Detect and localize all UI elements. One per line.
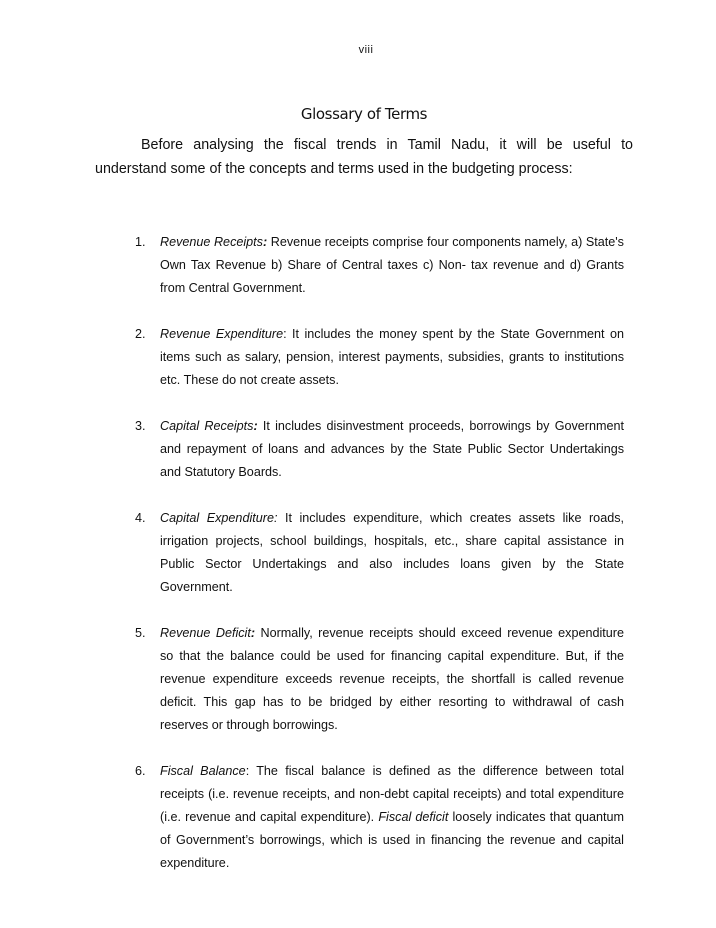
glossary-item-capital-receipts [0, 415, 716, 484]
page-number: viii [358, 44, 374, 56]
spacer [0, 599, 716, 622]
spacer [0, 484, 716, 507]
item-body [160, 231, 624, 300]
intro-paragraph: Before analysing the fiscal trends in Tamil Nadu, it will be useful to understand some of the concepts and terms used in the budgeting process: [95, 137, 633, 177]
glossary-list [0, 231, 716, 875]
term-separator: : [253, 419, 258, 433]
item-number: 1. [135, 235, 146, 249]
glossary-item-capital-expenditure [0, 507, 716, 599]
term-definition-continued: loosely indicates that quantum of Government’s borrowings, which is used in financing the revenue and capital expenditure. [160, 810, 624, 870]
item-body [160, 760, 624, 875]
item-number: 3. [135, 419, 146, 433]
item-number: 4. [135, 511, 146, 525]
term-emphasis: Fiscal deficit [378, 810, 449, 824]
spacer [0, 300, 716, 323]
term-name: Fiscal Balance [160, 764, 246, 778]
term-definition: It includes disinvestment proceeds, borrowings by Government and repayment of loans and advances by the State Public Sector Undertakings and Statutory Boards. [160, 419, 624, 479]
term-definition: Revenue receipts comprise four components namely, a) State's Own Tax Revenue b) Share of Central taxes c) Non- tax revenue and d) Grants from Central Government. [160, 235, 624, 295]
term-separator: : [262, 235, 268, 249]
term-definition: It includes expenditure, which creates assets like roads, irrigation projects, school buildings, hospitals, etc., share capital assistance in Public Sector Undertakings and also includes loans given by the State Government. [160, 511, 624, 594]
item-number: 5. [135, 626, 146, 640]
term-separator: : [245, 764, 250, 778]
glossary-item-revenue-expenditure [0, 323, 716, 392]
term-name: Capital Receipts [160, 419, 254, 433]
term-name: Revenue Deficit [160, 626, 251, 640]
item-number: 2. [135, 327, 146, 341]
spacer [0, 737, 716, 760]
item-number: 6. [135, 764, 146, 778]
glossary-item-revenue-deficit [0, 622, 716, 737]
glossary-item-revenue-receipts [0, 231, 716, 300]
spacer [0, 392, 716, 415]
term-name: Revenue Receipts [160, 235, 263, 249]
term-definition: Normally, revenue receipts should exceed revenue expenditure so that the balance could be used for financing capital expenditure. But, if the revenue expenditure exceeds revenue receipts, the shortfall is called revenue deficit. This gap has to be bridged by either resorting to withdrawal of cash reserves or through borrowings. [160, 626, 624, 732]
term-separator: : [250, 626, 256, 640]
item-body [160, 622, 624, 737]
page-title: Glossary of Terms [300, 105, 428, 123]
term-definition: The fiscal balance is defined as the difference between total receipts (i.e. revenue receipts, and non-debt capital receipts) and total expenditure (i.e. revenue and capital expenditure). [160, 764, 624, 824]
item-body [160, 507, 624, 599]
term-definition: It includes the money spent by the State Government on items such as salary, pension, interest payments, subsidies, grants to institutions etc. These do not create assets. [160, 327, 625, 387]
glossary-item-fiscal-balance [0, 760, 716, 875]
term-separator: : [283, 327, 287, 341]
item-body [160, 415, 624, 484]
term-name: Revenue Expenditure [160, 327, 284, 341]
term-name: Capital Expenditure: [160, 511, 278, 525]
item-body [160, 323, 624, 392]
